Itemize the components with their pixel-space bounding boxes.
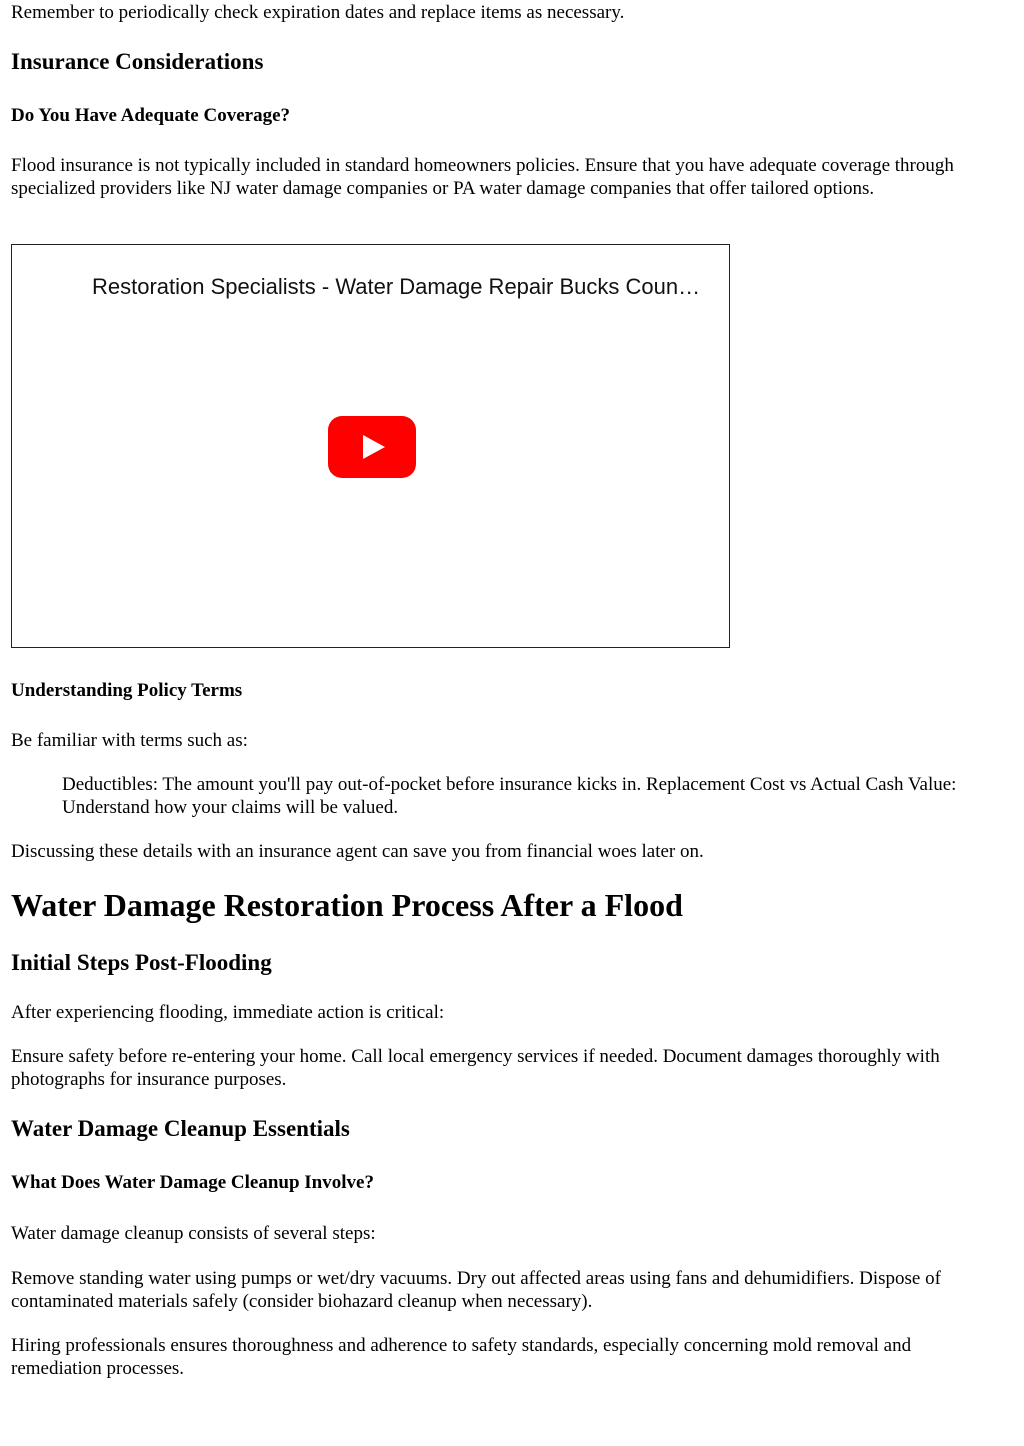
cleanup-intro: Water damage cleanup consists of several steps: [11, 1223, 376, 1244]
policy-outro: Discussing these details with an insurance agent can save you from financial woes later on. [11, 841, 704, 862]
policy-terms-list: Deductibles: The amount you'll pay out-of-pocket before insurance kicks in. Replacement Cost vs Actual Cash Value: Understand how your claims will be valued. [62, 774, 957, 818]
cleanup-outro: Hiring professionals ensures thoroughness and adherence to safety standards, especially concerning mold removal and remediation processes. [11, 1335, 912, 1379]
cleanup-question: What Does Water Damage Cleanup Involve? [11, 1172, 374, 1193]
video-embed[interactable] [11, 244, 730, 648]
intro-paragraph: Remember to periodically check expiration dates and replace items as necessary. [11, 2, 625, 23]
initial-steps-list: Ensure safety before re-entering your home. Call local emergency services if needed. Document damages thoroughly with photographs for insurance purposes. [11, 1046, 940, 1090]
policy-intro: Be familiar with terms such as: [11, 730, 248, 751]
youtube-play-icon[interactable] [328, 416, 416, 478]
coverage-heading: Do You Have Adequate Coverage? [11, 105, 290, 126]
policy-terms-heading: Understanding Policy Terms [11, 680, 243, 701]
coverage-paragraph: Flood insurance is not typically included in standard homeowners policies. Ensure that you have adequate coverage through specialized providers like NJ water damage companies or PA water damage companies that offer tailored options. [11, 155, 954, 199]
video-title[interactable]: Restoration Specialists - Water Damage Repair Bucks Coun… [92, 274, 701, 299]
insurance-heading: Insurance Considerations [11, 49, 264, 74]
cleanup-heading: Water Damage Cleanup Essentials [11, 1116, 350, 1141]
cleanup-steps: Remove standing water using pumps or wet/dry vacuums. Dry out affected areas using fans and dehumidifiers. Dispose of contaminated materials safely (consider biohazard cleanup when necessary). [11, 1268, 941, 1312]
initial-steps-heading: Initial Steps Post-Flooding [11, 950, 272, 975]
initial-steps-intro: After experiencing flooding, immediate action is critical: [11, 1002, 445, 1023]
restoration-heading: Water Damage Restoration Process After a Flood [11, 887, 683, 923]
